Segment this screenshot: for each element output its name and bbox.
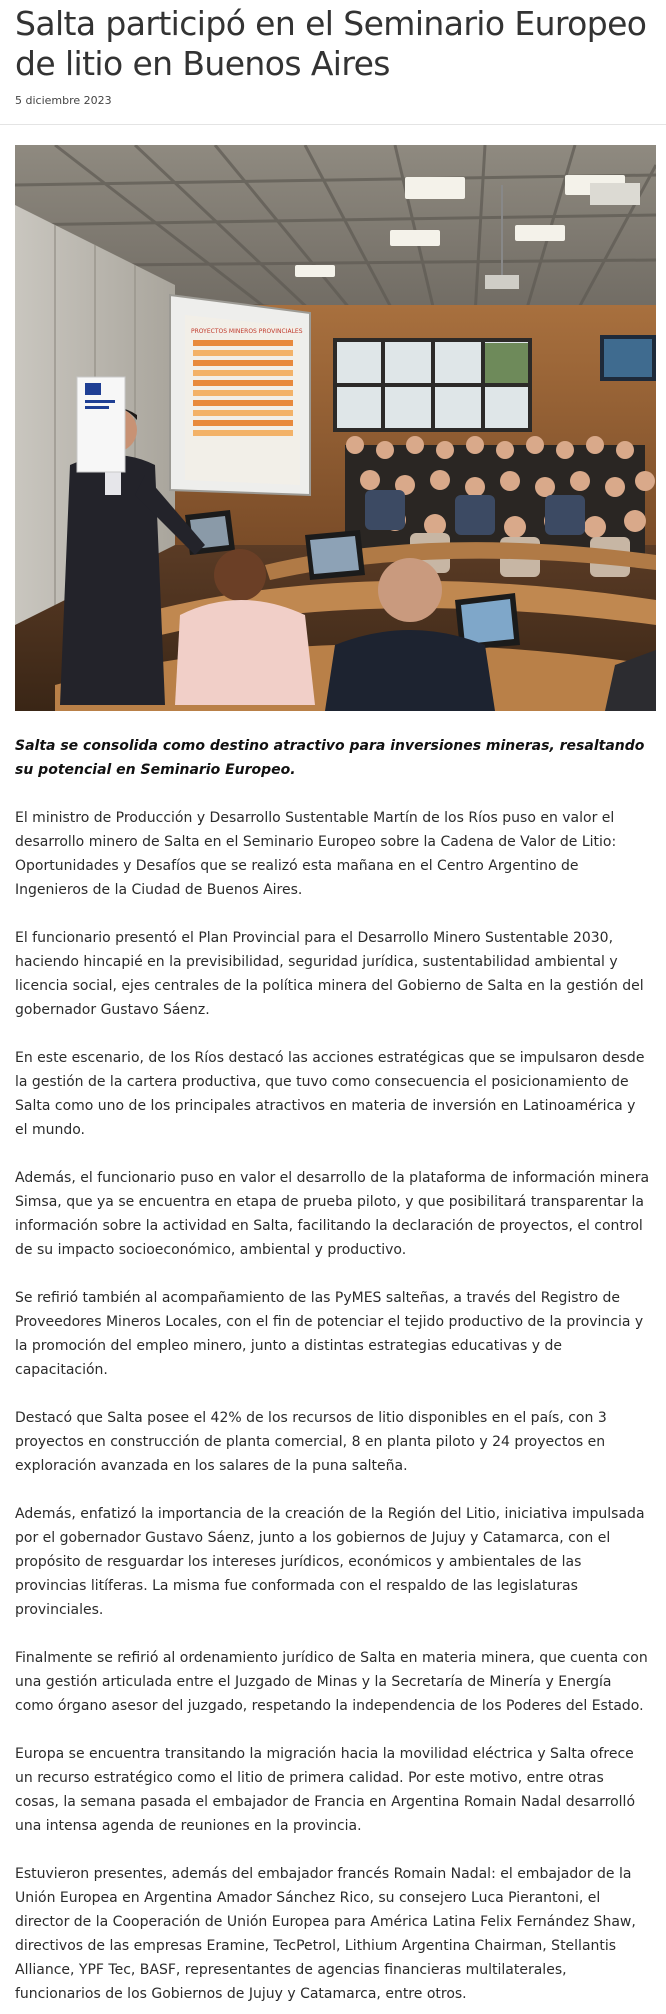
article-photo <box>15 145 656 711</box>
article-paragraph: El ministro de Producción y Desarrollo Sustentable Martín de los Ríos puso en valor el desarrollo minero de Salta en el Seminario Europeo sobre la Cadena de Valor de Litio: Oportunidades y Desafíos que se realizó esta mañana en el Centro Argentino de Ingenieros de la Ciudad de Buenos Aires. <box>15 810 617 898</box>
article-paragraph: Destacó que Salta posee el 42% de los recursos de litio disponibles en el país, con 3 proyectos en construcción de planta comercial, 8 en planta piloto y 24 proyectos en exploración avanzada en los salares de la puna salteña. <box>15 1410 607 1474</box>
article-lead: Salta se consolida como destino atractivo para inversiones mineras, resaltando su potencial en Seminario Europeo. <box>15 738 645 778</box>
article-paragraph: Se refirió también al acompañamiento de las PyMES salteñas, a través del Registro de Proveedores Mineros Locales, con el fin de potenciar el tejido productivo de la provincia y la promoción del empleo minero, junto a distintas estrategias educativas y de capacitación. <box>15 1290 644 1378</box>
article-paragraph: Europa se encuentra transitando la migración hacia la movilidad eléctrica y Salta ofrece un recurso estratégico como el litio de primera calidad. Por este motivo, entre otras cosas, la semana pasada el embajador de Francia en Argentina Romain Nadal desarrolló una intensa agenda de reuniones en la provincia. <box>15 1746 636 1834</box>
article-date: 5 diciembre 2023 <box>15 94 112 107</box>
article-header <box>0 0 666 110</box>
article-title: Salta participó en el Seminario Europeo de litio en Buenos Aires <box>15 4 647 83</box>
article-paragraph: Además, el funcionario puso en valor el desarrollo de la plataforma de información minera Simsa, que ya se encuentra en etapa de prueba piloto, y que posibilitará transparentar la información sobre la actividad en Salta, facilitando la declaración de proyectos, el control de su impacto socioeconómico, ambiental y productivo. <box>15 1170 650 1258</box>
article-paragraph: Además, enfatizó la importancia de la creación de la Región del Litio, iniciativa impulsada por el gobernador Gustavo Sáenz, junto a los gobiernos de Jujuy y Catamarca, con el propósito de resguardar los intereses jurídicos, económicos y ambientales de las provincias litíferas. La misma fue conformada con el respaldo de las legislaturas provinciales. <box>15 1506 645 1618</box>
article-paragraph: El funcionario presentó el Plan Provincial para el Desarrollo Minero Sustentable 2030, haciendo hincapié en la previsibilidad, seguridad jurídica, sustentabilidad ambiental y licencia social, ejes centrales de la política minera del Gobierno de Salta en la gestión del gobernador Gustavo Sáenz. <box>15 930 644 1018</box>
seminar-room-photo <box>15 145 656 711</box>
article-body <box>0 734 666 2006</box>
back-windows <box>335 340 530 430</box>
projector <box>590 183 640 205</box>
article-paragraph: En este escenario, de los Ríos destacó las acciones estratégicas que se impulsaron desde la gestión de la cartera productiva, que tuvo como consecuencia el posicionamiento de Salta como uno de los principales atractivos en materia de inversión en Latinoamérica y el mundo. <box>15 1050 645 1138</box>
projection-screen <box>170 295 310 495</box>
article-paragraph: Finalmente se refirió al ordenamiento jurídico de Salta en materia minera, que cuenta con una gestión articulada entre el Juzgado de Minas y la Secretaría de Minería y Energía como órgano asesor del juzgado, respetando la independencia de los Poderes del Estado. <box>15 1650 648 1714</box>
screen-title: PROYECTOS MINEROS PROVINCIALES <box>191 328 303 335</box>
eu-banner <box>77 377 125 472</box>
article-paragraph: Estuvieron presentes, además del embajador francés Romain Nadal: el embajador de la Unión Europea en Argentina Amador Sánchez Rico, su consejero Luca Pierantoni, el director de la Cooperación de Unión Europea para América Latina Felix Fernández Shaw, directivos de las empresas Eramine, TecPetrol, Lithium Argentina Chairman, Stellantis Alliance, YPF Tec, BASF, representantes de agencias financieras multilaterales, funcionarios de los Gobiernos de Jujuy y Catamarca, entre otros. <box>15 1866 636 2002</box>
header-divider <box>0 124 666 125</box>
